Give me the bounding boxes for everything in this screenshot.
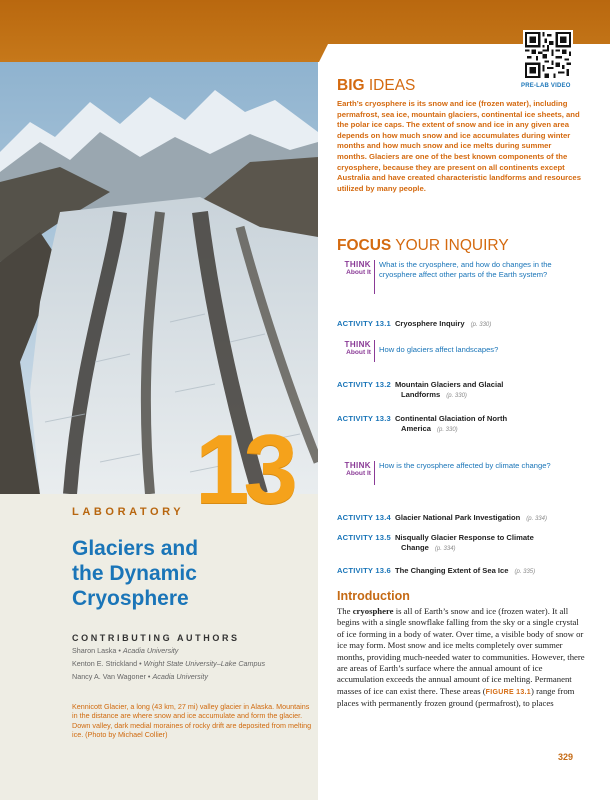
think-question: What is the cryosphere, and how do changes in the cryosphere affect other parts of the Earth system? — [379, 260, 552, 280]
qr-code-icon — [525, 32, 571, 78]
activity-item[interactable] — [337, 533, 587, 555]
activity-title: Cryosphere Inquiry — [394, 319, 465, 328]
activity-number: ACTIVITY 13.1 — [337, 319, 391, 328]
lab-number: 13 — [195, 414, 293, 524]
activity-number: ACTIVITY 13.3 — [337, 414, 391, 423]
activity-title-cont — [337, 543, 587, 554]
think-tag — [337, 260, 371, 276]
think-about-it-box — [337, 340, 587, 362]
think-divider — [374, 340, 375, 362]
activity-page: (p. 330) — [470, 322, 492, 328]
activity-item[interactable] — [337, 414, 587, 436]
lab-title-line: Cryosphere — [72, 587, 189, 610]
intro-text: is all of Earth’s snow and ice (frozen water). It all begins with a single snowflake falling from the sky or a single crystal of ice forming in a body of water. Over time, a visible body of snow or ice may form. Most snow and ice melts completely over summer months, providing much-needed water to communities. However, there are areas of Earth’s surface where the annual amount of ice accumulation exceeds the annual amount of ice melting. Permanent masses of ice can exist there. These areas ( — [337, 606, 585, 696]
big-ideas-heading-light: IDEAS — [364, 77, 416, 94]
think-divider — [374, 461, 375, 485]
author-institution: Acadia University — [122, 646, 179, 655]
activity-page: (p. 334) — [526, 516, 547, 522]
figure-reference-link[interactable]: FIGURE 13.1 — [485, 688, 531, 696]
think-label: THINK — [344, 461, 371, 470]
activity-page: (p. 330) — [436, 427, 458, 434]
focus-heading-bold: FOCUS — [337, 237, 392, 254]
big-ideas-body: Earth’s cryosphere is its snow and ice (frozen water), including permafrost, sea ice, mountain glaciers, continental ice sheets, and the polar ice caps. The extent of snow and ice in any given area depends on how much snow and ice accumulates during winter months and how much snow and ice melts during summer months. Glaciers are one of the best known components of the cryosphere, because they are present on all continents except Australia and have created characteristic landforms and resources utilized by many people. — [337, 99, 581, 193]
lab-title — [72, 536, 312, 611]
activity-title-cont-text: Change — [401, 543, 429, 553]
big-ideas-heading — [337, 77, 415, 95]
activity-number: ACTIVITY 13.2 — [337, 380, 391, 389]
activity-number: ACTIVITY 13.6 — [337, 566, 391, 575]
activity-page: (p. 334) — [434, 546, 456, 553]
qr-code[interactable] — [523, 30, 573, 80]
activity-item[interactable] — [337, 566, 587, 577]
author-line: Nancy A. Van Wagoner • Acadia University — [72, 672, 208, 681]
think-sublabel: About It — [346, 470, 371, 477]
prelab-video-label: PRE-LAB VIDEO — [521, 83, 571, 89]
activity-title: Nisqually Glacier Response to Climate — [394, 533, 534, 542]
activity-title: Mountain Glaciers and Glacial — [394, 380, 504, 389]
think-label: THINK — [344, 260, 371, 269]
think-question: How do glaciers affect landscapes? — [379, 345, 499, 354]
author-institution: Acadia University — [152, 672, 208, 681]
activity-number: ACTIVITY 13.4 — [337, 513, 391, 522]
activity-title: The Changing Extent of Sea Ice — [394, 566, 509, 575]
think-tag — [337, 340, 371, 356]
activity-page: (p. 330) — [446, 393, 467, 400]
activity-item[interactable] — [337, 513, 587, 524]
activity-title-cont-text: Landforms — [401, 390, 441, 400]
intro-term: cryosphere — [352, 606, 394, 616]
author-name: Kenton E. Strickland — [72, 659, 138, 668]
author-line: Sharon Laska • Acadia University — [72, 646, 179, 655]
author-name: Nancy A. Van Wagoner — [72, 672, 146, 681]
focus-heading — [337, 237, 509, 255]
photo-caption: Kennicott Glacier, a long (43 km, 27 mi) valley glacier in Alaska. Mountains in the distance are where snow and ice accumulate and form the glacier. Down valley, dark medial moraines of rocky drift are deposited from melting ice. (Photo by Michael Collier) — [72, 702, 312, 740]
think-question: How is the cryosphere affected by climate change? — [379, 461, 551, 470]
big-ideas-heading-bold: BIG — [337, 77, 365, 94]
activity-title-cont — [337, 390, 587, 401]
intro-text: ) range from places with permanently frozen ground (permafrost), to places — [337, 685, 575, 709]
think-label: THINK — [344, 340, 371, 349]
lab-label: LABORATORY — [72, 506, 185, 518]
author-institution: Wright State University–Lake Campus — [143, 659, 266, 668]
author-line: Kenton E. Strickland • Wright State University–Lake Campus — [72, 659, 266, 668]
page-number: 329 — [558, 752, 574, 762]
contributors-heading: CONTRIBUTING AUTHORS — [72, 633, 240, 643]
lab-title-line: the Dynamic — [72, 562, 197, 585]
activity-title: Glacier National Park Investigation — [394, 513, 521, 522]
introduction-heading: Introduction — [337, 589, 410, 603]
activity-title-cont — [337, 424, 587, 435]
think-sublabel: About It — [346, 269, 371, 276]
intro-text: The — [337, 606, 353, 616]
author-name: Sharon Laska — [72, 646, 117, 655]
activity-item[interactable] — [337, 319, 587, 330]
activity-number: ACTIVITY 13.5 — [337, 533, 391, 542]
think-tag — [337, 461, 371, 477]
activity-page: (p. 335) — [514, 569, 536, 575]
focus-heading-light: YOUR INQUIRY — [391, 237, 509, 254]
think-about-it-box — [337, 260, 587, 294]
think-about-it-box — [337, 461, 587, 485]
introduction-body — [337, 606, 585, 710]
lab-title-line: Glaciers and — [72, 537, 199, 560]
activity-item[interactable] — [337, 380, 587, 402]
think-sublabel: About It — [346, 349, 371, 356]
activity-title: Continental Glaciation of North — [394, 414, 508, 423]
activity-title-cont-text: America — [401, 424, 431, 434]
header-band — [0, 0, 610, 62]
think-divider — [374, 260, 375, 294]
